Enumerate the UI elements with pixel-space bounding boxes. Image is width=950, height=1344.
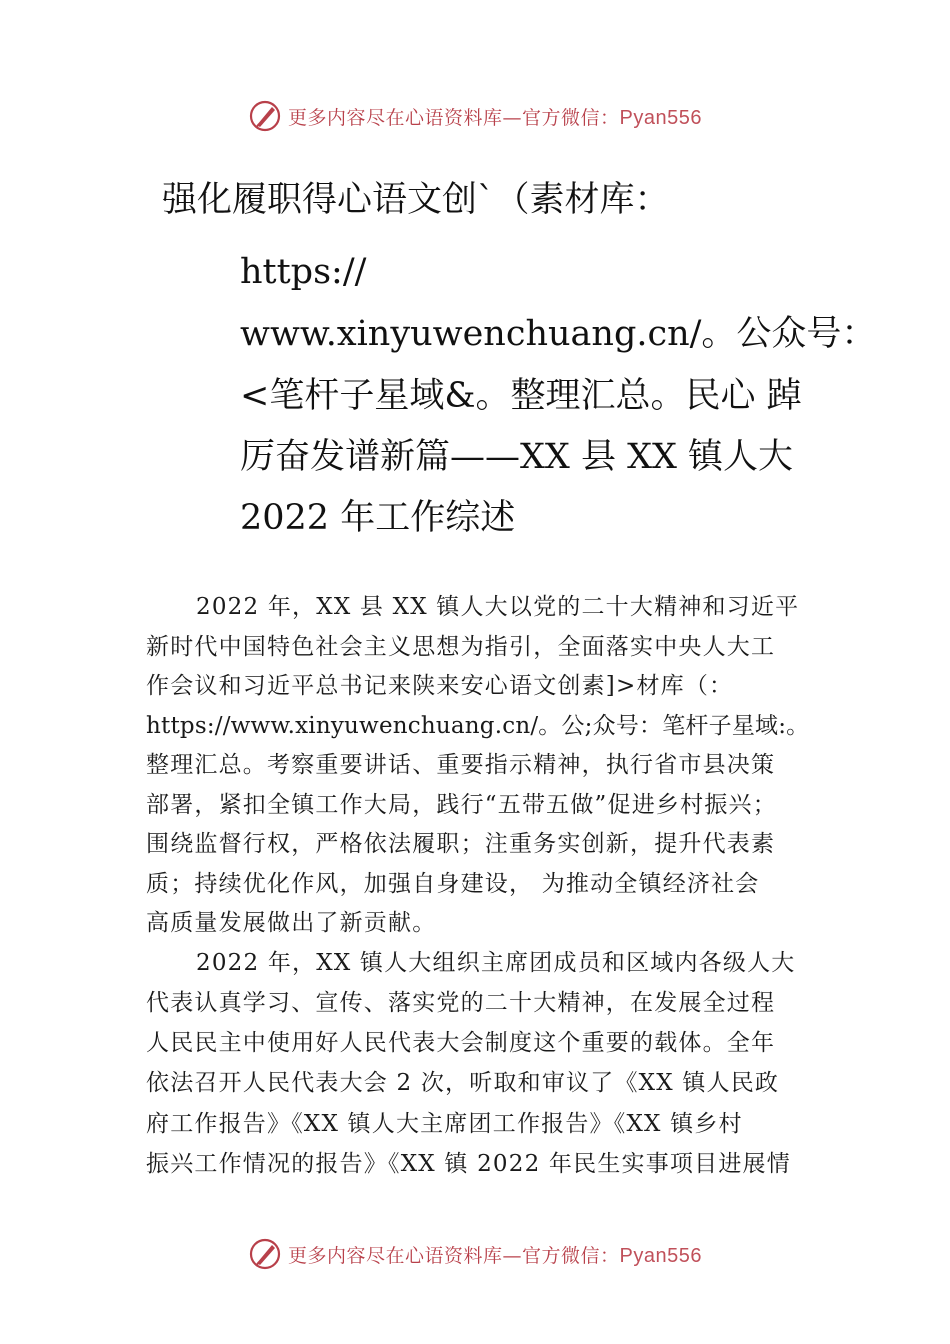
header-banner	[0, 94, 950, 138]
banner-wechat-id: Pyan556	[619, 106, 702, 129]
body-line: 2022 年，XX 镇人大组织主席团成员和区域内各级人大	[196, 950, 796, 976]
body-line: 围绕监督行权，严格依法履职；注重务实创新，提升代表素	[146, 831, 776, 857]
quill-pen-logo-icon	[248, 99, 282, 133]
body-line: 代表认真学习、宣传、落实党的二十大精神，在发展全过程	[146, 990, 776, 1016]
body-line: 新时代中国特色社会主义思想为指引，全面落实中央人大工	[146, 634, 776, 660]
body-line: 质；持续优化作风，加强自身建设， 为推动全镇经济社会	[146, 871, 760, 897]
body-line: 部署，紧扣全镇工作大局，践行“五带五做”促进乡村振兴；	[146, 792, 777, 818]
body-line: 依法召开人民代表大会 2 次，听取和审议了《XX 镇人民政	[146, 1070, 780, 1096]
banner-text	[288, 1241, 702, 1268]
footer-banner	[0, 1232, 950, 1276]
title-line: https://	[240, 252, 367, 292]
body-line: https://www.xinyuwenchuang.cn/。公;众号：笔杆子星域:。	[146, 713, 810, 739]
body-line: 2022 年，XX 县 XX 镇人大以党的二十大精神和习近平	[196, 594, 800, 620]
body-line: 府工作报告》《XX 镇人大主席团工作报告》《XX 镇乡村	[146, 1111, 743, 1137]
banner-wechat-id: Pyan556	[619, 1244, 702, 1267]
banner-label: 更多内容尽在心语资料库—官方微信：	[288, 1244, 620, 1267]
body-line: 作会议和习近平总书记来陕来安心语文创素]>材库（：	[146, 673, 734, 699]
body-line: 振兴工作情况的报告》《XX 镇 2022 年民生实事项目进展情	[146, 1151, 791, 1177]
title-line: <笔杆子星域&。整理汇总。民心 踔	[240, 376, 802, 416]
title-line: 强化履职得心语文创`（素材库：	[162, 180, 670, 220]
body-line: 高质量发展做出了新贡献。	[146, 910, 437, 936]
banner-text	[288, 103, 702, 130]
title-line: www.xinyuwenchuang.cn/。公众号：	[240, 314, 877, 354]
quill-pen-logo-icon	[248, 1237, 282, 1271]
body-line: 人民民主中使用好人民代表大会制度这个重要的载体。全年	[146, 1030, 776, 1056]
title-line: 厉奋发谱新篇——XX 县 XX 镇人大	[240, 437, 794, 477]
banner-label: 更多内容尽在心语资料库—官方微信：	[288, 106, 620, 129]
body-line: 整理汇总。考察重要讲话、重要指示精神，执行省市县决策	[146, 752, 776, 778]
title-line: 2022 年工作综述	[240, 498, 516, 538]
